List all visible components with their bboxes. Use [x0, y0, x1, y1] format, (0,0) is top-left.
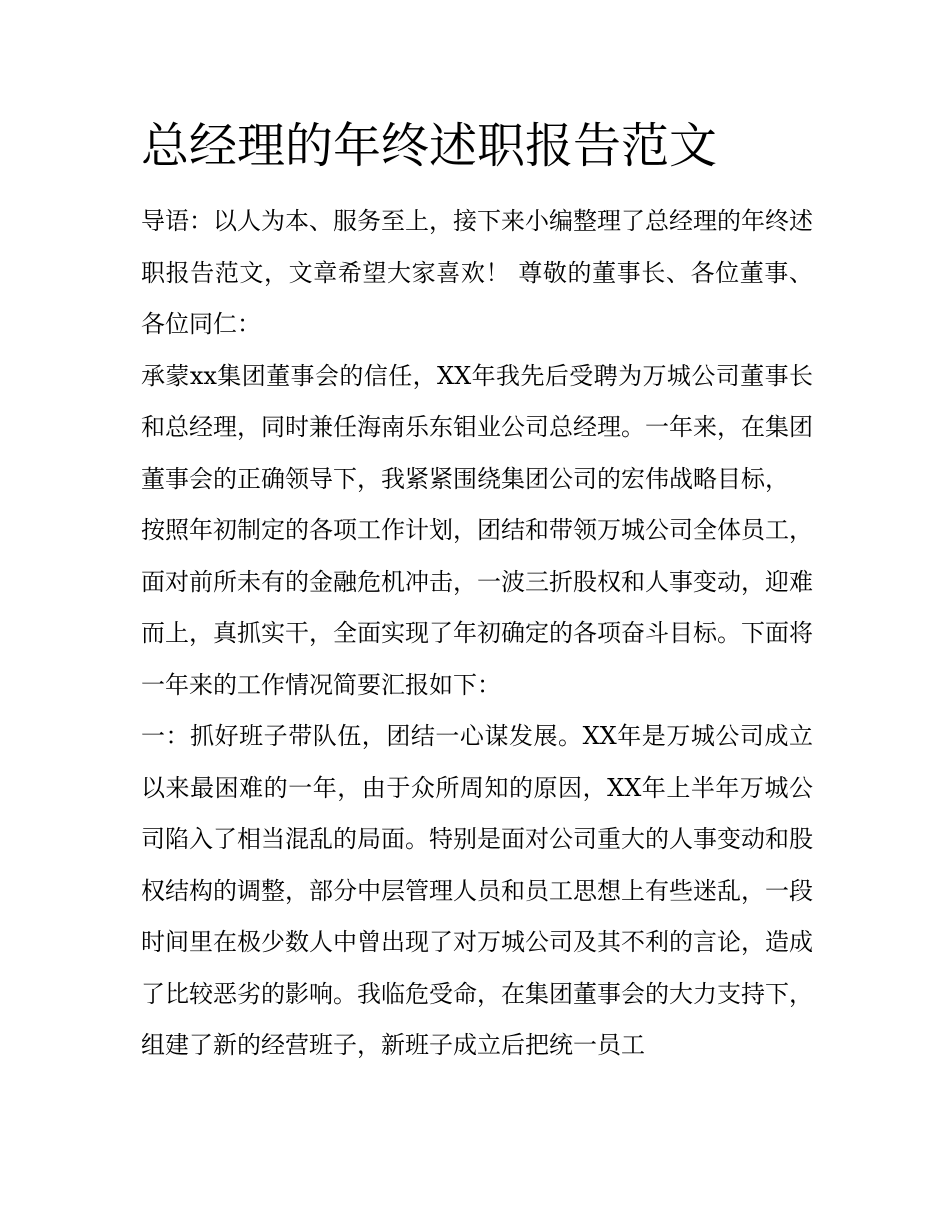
- paragraph-intro: 导语：以人为本、服务至上，接下来小编整理了总经理的年终述职报告范文，文章希望大家喜欢！ 尊敬的董事长、各位董事、各位同仁：: [141, 207, 813, 338]
- document-body: [141, 196, 813, 1072]
- paragraph-appointment: 承蒙xx集团董事会的信任，XX年我先后受聘为万城公司董事长和总经理，同时兼任海南乐东钼业公司总经理。一年来，在集团董事会的正确领导下，我紧紧围绕集团公司的宏伟战略目标，: [141, 361, 813, 493]
- document-title: 总经理的年终述职报告范文: [141, 118, 718, 174]
- paragraph-work-plan: 按照年初制定的各项工作计划，团结和带领万城公司全体员工，面对前所未有的金融危机冲击，一波三折股权和人事变动，迎难而上，真抓实干，全面实现了年初确定的各项奋斗目标。下面将一年来的工作情况简要汇报如下：: [141, 516, 813, 699]
- paragraph-section-one: 一：抓好班子带队伍，团结一心谋发展。XX年是万城公司成立以来最困难的一年，由于众所周知的原因，XX年上半年万城公司陷入了相当混乱的局面。特别是面对公司重大的人事变动和股权结构的调整，部分中层管理人员和员工思想上有些迷乱，一段时间里在极少数人中曾出现了对万城公司及其不利的言论，造成了比较恶劣的影响。我临危受命，在集团董事会的大力支持下，组建了新的经营班子，新班子成立后把统一员工: [141, 722, 813, 1059]
